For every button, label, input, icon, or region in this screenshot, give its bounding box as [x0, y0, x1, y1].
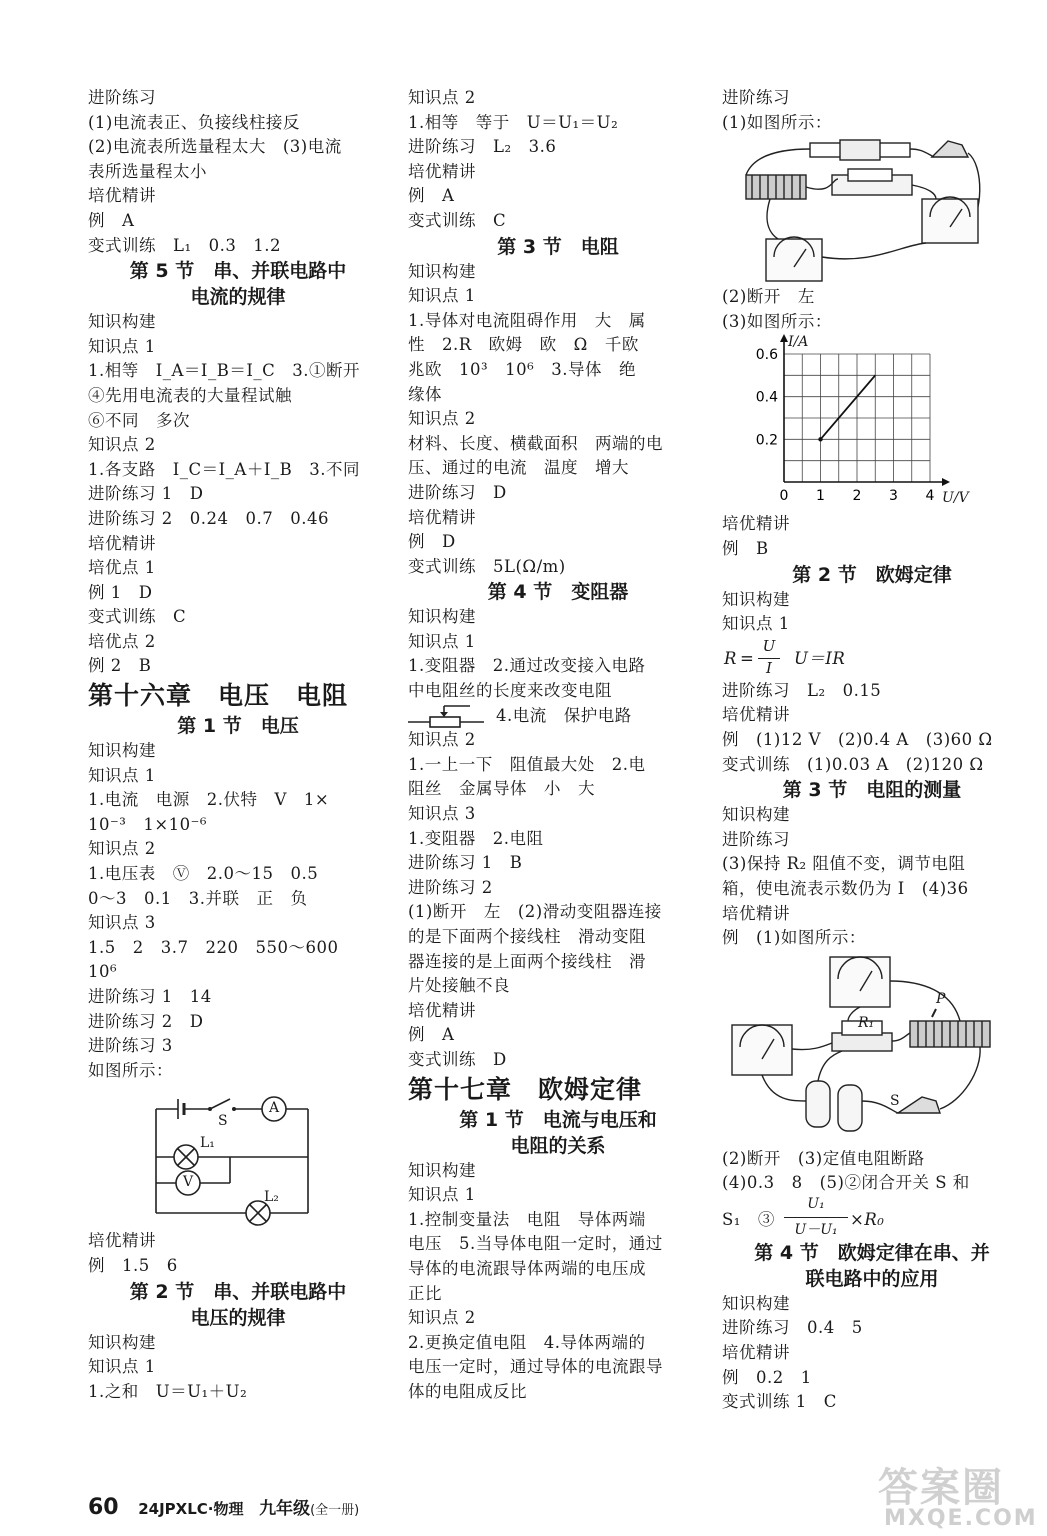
text-line: 如图所示：: [88, 1060, 173, 1080]
rheostat-symbol-line: [408, 704, 708, 729]
text-line: 知识点 1: [408, 631, 476, 651]
text-line: 1.导体对电流阻碍作用 大 属: [408, 310, 646, 330]
text-line: (1)如图所示：: [722, 112, 832, 132]
text-line: 进阶练习: [88, 88, 156, 107]
text-line: (3)如图所示：: [722, 311, 832, 331]
text-line: 例 1.5 6: [88, 1255, 178, 1275]
text-line: 培优精讲: [408, 161, 476, 181]
text-line: 知识点 1: [722, 614, 790, 634]
text-line: 片处接触不良: [408, 976, 510, 996]
voltmeter-label: V: [183, 1174, 194, 1191]
text-line: 1.各支路 I_C＝I_A＋I_B 3.不同: [88, 459, 360, 479]
text-line: 例 B: [722, 538, 769, 558]
text-line: 例 A: [408, 1025, 455, 1045]
section-title: 电流的规律: [190, 286, 286, 309]
text-line: 例 D: [408, 532, 456, 552]
text-line: 例 A: [88, 210, 135, 230]
column-left: [88, 86, 388, 1404]
text-line: 例 A: [408, 186, 455, 206]
text-line: 进阶练习: [722, 88, 790, 107]
text-line: 知识构建: [722, 805, 790, 825]
text-line: 1.变阻器 2.通过改变接入电路: [408, 656, 646, 676]
text-line: 变式训练 C: [408, 210, 507, 230]
formula-denominator: U－U₁: [794, 1221, 838, 1238]
text-line: 电压 5.当导体电阻一定时，通过: [408, 1234, 663, 1254]
formula-u-ir: U＝IR: [794, 648, 846, 668]
x-tick-label: 2: [852, 488, 862, 505]
rx-formula: [722, 1196, 1022, 1240]
text-line: 例 0.2 1: [722, 1367, 812, 1387]
section-title: 第 1 节 电流与电压和: [459, 1108, 657, 1131]
lamp-label-l2: L₂: [264, 1189, 279, 1206]
x-tick-label: 3: [889, 488, 898, 505]
y-tick-label: 0.6: [755, 347, 778, 364]
book-code: 24JPXLC·物理: [138, 1500, 244, 1518]
text-line: 进阶练习 0.4 5: [722, 1318, 863, 1338]
text-line: (2)电流表所选量程太大 (3)电流: [88, 137, 342, 157]
text-line: 进阶练习 1 D: [88, 484, 204, 504]
watermark-logo: [870, 1456, 1040, 1534]
ammeter-label: A: [269, 1100, 280, 1117]
text-line: 知识点 2: [88, 435, 156, 455]
text-line: 表所选量程太小: [88, 161, 207, 181]
text-line: 进阶练习 2 D: [88, 1011, 204, 1031]
y-axis-label: I/A: [788, 334, 809, 351]
text-line: 知识点 1: [88, 765, 156, 785]
rheostat-answer: 4.电流 保护电路: [496, 705, 632, 725]
text-line: 箱，使电流表示数仍为 I (4)36: [722, 878, 969, 898]
section-title: 第 1 节 电压: [177, 715, 299, 738]
section-title: 第 2 节 串、并联电路中: [129, 1280, 347, 1303]
text-line: 1.控制变量法 电阻 导体两端: [408, 1209, 646, 1229]
text-line: 变式训练 (1)0.03 A (2)120 Ω: [722, 754, 984, 774]
text-line: 进阶练习 1 14: [88, 987, 212, 1006]
text-line: 知识点 3: [88, 913, 156, 933]
text-line: 培优精讲: [88, 186, 156, 206]
text-line: 1.之和 U＝U₁＋U₂: [88, 1381, 248, 1401]
text-line: 兆欧 10³ 10⁶ 3.导体 绝: [408, 359, 636, 379]
grade-label: 九年级: [259, 1499, 311, 1519]
text-line: 压、通过的电流 温度 增大: [408, 458, 629, 478]
experiment-apparatus-2: [722, 951, 1022, 1147]
text-line: 进阶练习 2: [408, 877, 493, 897]
text-line: 知识构建: [408, 261, 476, 281]
section-title: 第 4 节 变阻器: [487, 581, 629, 604]
slider-label-p: P: [936, 990, 946, 1007]
x-tick-label: 1: [816, 488, 825, 505]
x-axis-label: U/V: [942, 490, 969, 507]
text-line: 电压一定时，通过导体的电流跟导: [408, 1357, 663, 1377]
text-line: 培优精讲: [88, 1231, 156, 1251]
text-line: 知识点 2: [88, 839, 156, 859]
text-line: 知识点 1: [88, 336, 156, 356]
text-line: (1)电流表正、负接线柱接反: [88, 112, 300, 132]
text-line: 知识点 2: [408, 1308, 476, 1328]
text-line: 变式训练 D: [408, 1049, 507, 1069]
text-line: 1.相等 I_A＝I_B＝I_C 3.①断开: [88, 361, 360, 381]
text-line: 1.5 2 3.7 220 550～600: [88, 937, 339, 957]
circuit-diagram: [88, 1083, 388, 1229]
text-line: 变式训练 5L(Ω/m): [408, 556, 566, 576]
text-line: 知识点 1: [88, 1357, 156, 1377]
text-line: 变式训练 1 C: [722, 1392, 837, 1412]
text-line: (2)断开 (3)定值电阻断路: [722, 1148, 925, 1168]
text-line: 中电阻丝的长度来改变电阻: [408, 681, 612, 701]
page-footer: [88, 1494, 359, 1520]
text-line: 进阶练习 1 B: [408, 853, 523, 873]
text-line: 例 (1)如图所示：: [722, 928, 866, 948]
text-line: 1.电流 电源 2.伏特 V 1×: [88, 790, 330, 810]
y-tick-label: 0.2: [755, 432, 778, 449]
text-line: 缘体: [408, 384, 442, 404]
y-axis-arrow: [780, 334, 788, 342]
text-line: 体的电阻成反比: [408, 1381, 527, 1401]
text-line: (3)保持 R₂ 阻值不变，调节电阻: [722, 854, 966, 874]
text-line: 进阶练习: [722, 829, 790, 849]
text-line: 知识构建: [88, 1332, 156, 1352]
text-line: 10⁶: [88, 962, 118, 982]
text-line: 培优精讲: [88, 533, 156, 553]
formula-r: R: [724, 648, 737, 668]
text-line: 阻丝 金属导体 小 大: [408, 779, 595, 799]
text-line: 材料、长度、横截面积 两端的电: [408, 433, 663, 453]
chapter-title: 第十七章 欧姆定律: [408, 1074, 643, 1104]
text-line: 性 2.R 欧姆 欧 Ω 千欧: [408, 335, 639, 355]
volume-label: (全一册): [310, 1503, 360, 1518]
experiment-apparatus-1: [722, 135, 1022, 285]
text-line: 1.相等 等于 U＝U₁＝U₂: [408, 112, 619, 132]
text-line: 知识点 1: [408, 1185, 476, 1205]
iu-graph: [722, 334, 1022, 512]
formula-prefix: S₁ ③: [722, 1209, 775, 1229]
text-line: 的是下面两个接线柱 滑动变阻: [408, 927, 646, 946]
text-line: 知识点 3: [408, 804, 476, 824]
page-number: 60: [88, 1495, 119, 1520]
text-line: 知识点 1: [408, 286, 476, 306]
text-line: 培优精讲: [722, 903, 790, 923]
text-line: ④先用电流表的大量程试触: [88, 385, 292, 405]
text-line: 培优精讲: [722, 705, 790, 725]
section-title: 第 5 节 串、并联电路中: [129, 260, 347, 283]
y-tick-label: 0.4: [755, 390, 778, 407]
text-line: 知识构建: [88, 741, 156, 761]
x-tick-label: 4: [925, 488, 935, 505]
column-right: [722, 86, 1022, 1415]
section-title: 联电路中的应用: [805, 1267, 939, 1290]
text-line: 进阶练习 L₂ 0.15: [722, 680, 882, 700]
text-line: 培优精讲: [722, 514, 790, 534]
text-line: (1)断开 左 (2)滑动变阻器连接: [408, 902, 662, 922]
lamp-label-l1: L₁: [200, 1135, 215, 1152]
switch-label-s: S: [218, 1113, 228, 1130]
series-line: [821, 376, 876, 440]
text-line: ⑥不同 多次: [88, 410, 190, 430]
text-line: 培优精讲: [408, 1000, 476, 1020]
x-axis-arrow: [942, 478, 950, 486]
text-line: 变式训练 C: [88, 607, 187, 627]
text-line: 导体的电流跟导体两端的电压成: [408, 1258, 646, 1278]
text-line: 1.电压表 Ⓥ 2.0～15 0.5: [88, 864, 319, 884]
section-title: 第 2 节 欧姆定律: [792, 563, 952, 586]
text-line: (4)0.3 8 (5)②闭合开关 S 和: [722, 1173, 970, 1193]
text-line: 10⁻³ 1×10⁻⁶: [88, 814, 207, 834]
text-line: 例 1 D: [88, 582, 153, 602]
text-line: 知识构建: [88, 312, 156, 332]
text-line: 器连接的是上面两个接线柱 滑: [408, 951, 646, 971]
text-line: 培优点 1: [88, 558, 156, 578]
text-line: 知识构建: [722, 1293, 790, 1313]
text-line: (2)断开 左: [722, 287, 815, 307]
text-line: 培优点 2: [88, 631, 156, 651]
iu-graph-svg: [722, 334, 1022, 512]
text-line: 变式训练 L₁ 0.3 1.2: [88, 235, 282, 255]
x-tick-label: 0: [779, 488, 789, 505]
switch-label-s: S: [890, 1092, 900, 1109]
text-line: 进阶练习 L₂ 3.6: [408, 137, 557, 157]
ohm-law-formula: R = U I U＝IR: [724, 636, 846, 677]
resistor-label-r1: R₁: [858, 1014, 875, 1031]
text-line: 知识点 2: [408, 88, 476, 107]
text-line: 正比: [408, 1283, 442, 1303]
text-line: 例 2 B: [88, 656, 152, 676]
text-line: 进阶练习 D: [408, 482, 507, 502]
watermark-bottom: MXQE.COM: [884, 1506, 1038, 1531]
formula-numerator: U₁: [807, 1195, 825, 1212]
section-title: 电压的规律: [190, 1306, 286, 1329]
watermark-top: 答案圈: [878, 1465, 1004, 1511]
text-line: 0～3 0.1 3.并联 正 负: [88, 888, 308, 908]
text-line: 例 (1)12 V (2)0.4 A (3)60 Ω: [722, 729, 993, 749]
section-title: 第 3 节 电阻: [497, 235, 619, 258]
text-line: 知识构建: [722, 589, 790, 609]
column-middle: [408, 86, 708, 1405]
section-title: 第 4 节 欧姆定律在串、并: [754, 1241, 990, 1264]
text-line: 培优精讲: [722, 1343, 790, 1363]
text-line: 知识点 2: [408, 730, 476, 750]
text-line: 知识构建: [408, 1160, 476, 1180]
text-line: 知识构建: [408, 607, 476, 627]
text-line: 知识点 2: [408, 409, 476, 429]
text-line: 1.变阻器 2.电阻: [408, 828, 544, 848]
formula-denominator: I: [766, 658, 772, 677]
formula-r0: ×R₀: [850, 1209, 885, 1229]
text-line: 1.一上一下 阻值最大处 2.电: [408, 754, 646, 774]
section-title: 电阻的关系: [510, 1134, 606, 1157]
section-title: 第 3 节 电阻的测量: [782, 779, 962, 802]
text-line: 进阶练习 3: [88, 1036, 173, 1056]
text-line: 2.更换定值电阻 4.导体两端的: [408, 1332, 646, 1352]
text-line: 进阶练习 2 0.24 0.7 0.46: [88, 508, 329, 528]
text-line: 培优精讲: [408, 507, 476, 527]
series-point: [818, 438, 822, 442]
formula-numerator: U: [762, 636, 776, 655]
chapter-title: 第十六章 电压 电阻: [88, 681, 349, 711]
